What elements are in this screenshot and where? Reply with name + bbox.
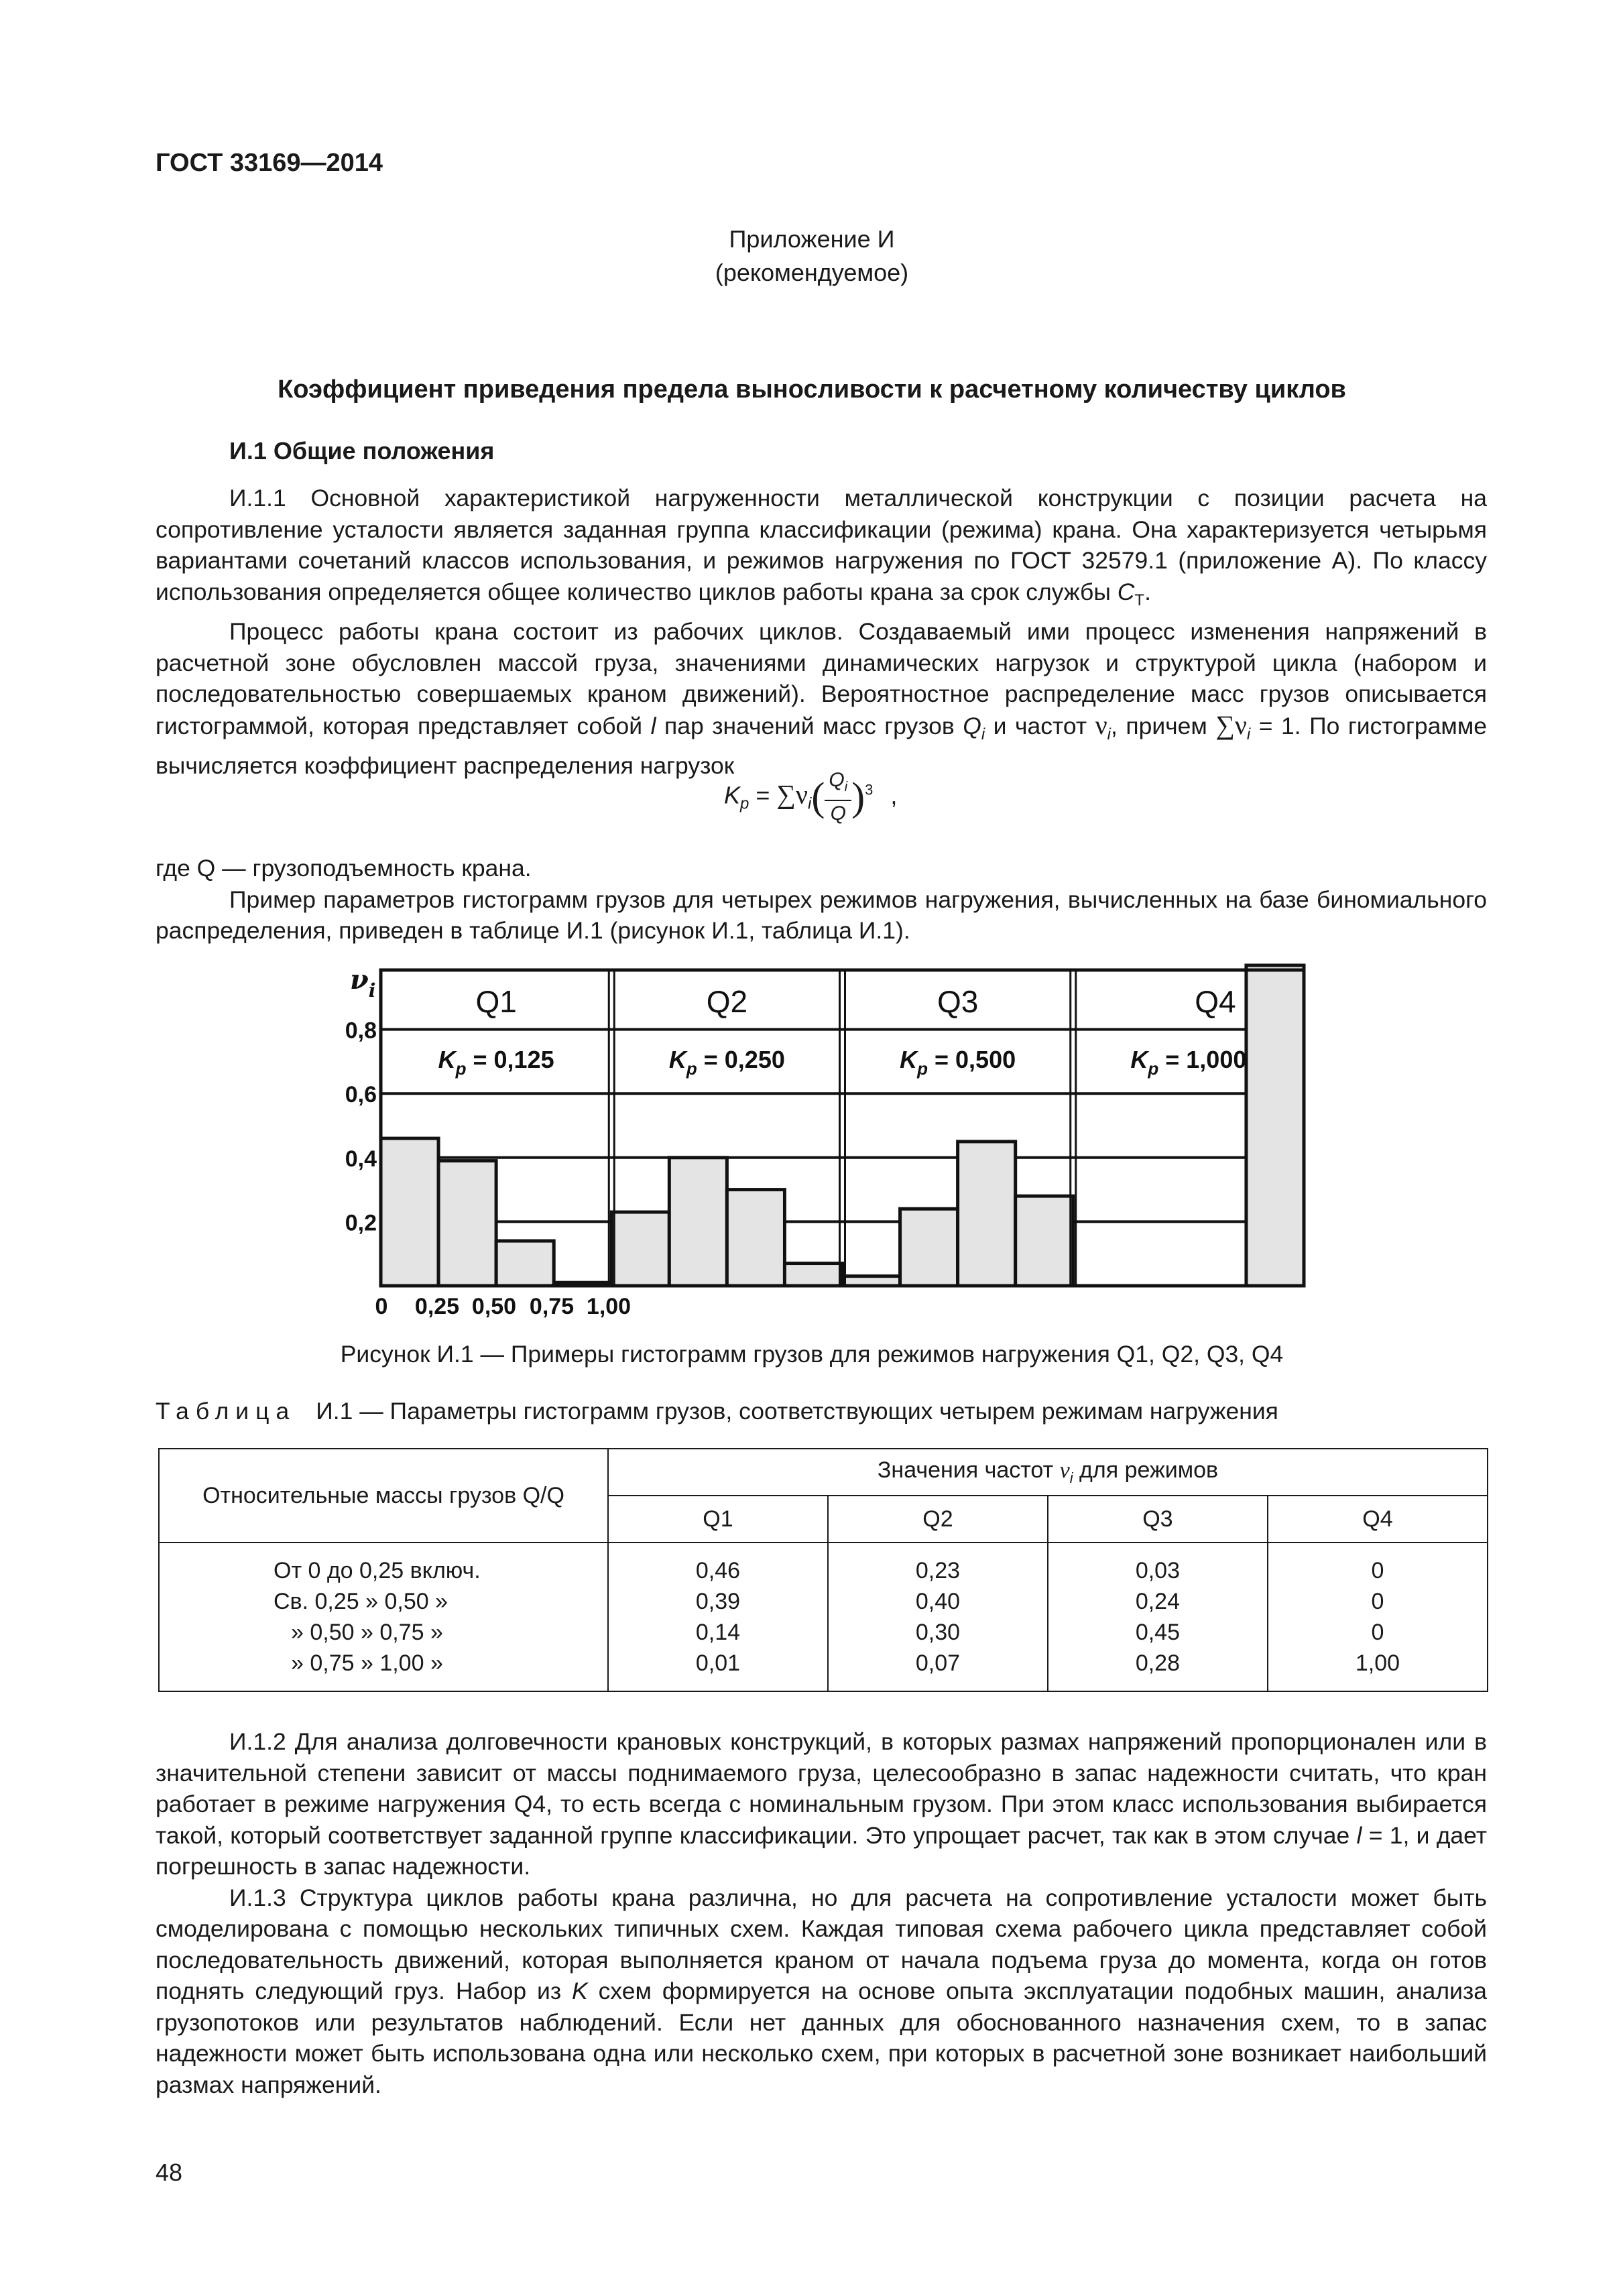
row-label: От 0 до 0,25 включ. xyxy=(274,1558,481,1583)
y-tick-label: 0,8 xyxy=(345,1018,377,1044)
histogram-bar xyxy=(669,1158,727,1286)
table-cell: 0,40 xyxy=(915,1589,961,1614)
section-heading: И.1 Общие положения xyxy=(229,437,495,465)
histogram-bar xyxy=(900,1209,958,1286)
panel-title: Q3 xyxy=(937,984,979,1019)
paragraph: И.1.2 Для анализа долговечности крановых конструкций, в которых размах напряжений пропорционален или в значительной степени зависит от массы поднимаемого груза, целесообразно в запас надежности считать, что кран работает в режиме нагружения Q4, то есть всегда с номинальным грузом. При этом класс использования выбирается такой, который соответствует заданной группе классификации. Это упрощает расчет, так как в этом случае l = 1, и дает погрешность в запас надежности. xyxy=(156,1728,1487,1880)
paragraph: И.1.1 Основной характеристикой нагруженности металлической конструкции с позиции расчета на сопротивление усталости является заданная группа классификации (режима) крана. Она характеризуется четырьмя вариантами сочетаний классов использования, и режимов нагружения по ГОСТ 32579.1 (приложение А). По классу использования определяется общее количество циклов работы крана за срок службы $C_T$. xyxy=(156,485,1487,609)
panel-title: Q4 xyxy=(1195,984,1236,1019)
y-axis-label: $\nu_i$ xyxy=(350,964,376,1002)
page-number: 48 xyxy=(156,2159,183,2186)
chart-frame xyxy=(381,970,1304,1286)
text-block-bottom xyxy=(156,1726,1487,2100)
table-cell: 0 xyxy=(1371,1620,1384,1645)
row-label: » 0,50 » 0,75 » xyxy=(291,1620,443,1645)
panel-title: Q1 xyxy=(475,984,517,1019)
table-cell: 0,30 xyxy=(915,1620,961,1645)
col-header-frequencies: Значения частот $\nu_i$ для режимов xyxy=(608,1449,1488,1496)
x-tick-label: 1,00 xyxy=(586,1294,632,1319)
table-cell: 0,45 xyxy=(1135,1620,1181,1645)
col-header-mode: Q1 xyxy=(608,1496,828,1543)
y-tick-label: 0,4 xyxy=(345,1146,377,1172)
x-tick-label: 0 xyxy=(375,1294,388,1319)
table-cell: 0,03 xyxy=(1135,1558,1181,1583)
histogram-bar xyxy=(496,1241,554,1286)
table-caption: Таблица И.1 — Параметры гистограмм грузов, соответствующих четырем режимам нагружения xyxy=(156,1398,1278,1425)
col-header-mode: Q4 xyxy=(1268,1496,1488,1543)
values-q1 xyxy=(608,1543,828,1691)
paragraph: Процесс работы крана состоит из рабочих циклов. Создаваемый ими процесс изменения напряжений в расчетной зоне обусловлен массой груза, значениями динамических нагрузок и структурой цикла (набором и последовательностью совершаемых краном движений). Вероятностное распределение масс грузов описывается гистограммой, которая представляет собой l пар значений масс грузов $Q_i$ и частот $\nu_i$, причем $\sum\nu_i = 1$. По гистограмме вычисляется коэффициент распределения нагрузок xyxy=(156,618,1487,780)
table-cell: 1,00 xyxy=(1355,1650,1400,1676)
appendix-type: (рекомендуемое) xyxy=(715,259,909,286)
appendix-title: Приложение И xyxy=(729,225,895,253)
document-header: ГОСТ 33169—2014 xyxy=(156,149,383,177)
figure-caption: Рисунок И.1 — Примеры гистограмм грузов для режимов нагружения Q1, Q2, Q3, Q4 xyxy=(340,1341,1284,1368)
histogram-bar xyxy=(438,1161,496,1286)
histogram-bar xyxy=(727,1190,784,1286)
values-q4 xyxy=(1268,1543,1488,1691)
x-tick-label: 0,75 xyxy=(529,1294,575,1319)
table-cell: 0,24 xyxy=(1135,1589,1181,1614)
y-tick-label: 0,6 xyxy=(345,1082,377,1108)
paragraph: И.1.3 Структура циклов работы крана различна, но для расчета на сопротивление усталости может быть смоделирована с помощью нескольких типичных схем. Каждая типовая схема рабочего цикла представляет собой последовательность движений, которая выполняется краном от начала подъема груза до момента, когда он готов поднять следующий груз. Набор из K схем формируется на основе опыта эксплуатации подобных машин, анализа грузопотоков или результатов наблюдений. Если нет данных для обоснованного назначения схем, то в запас надежности может быть использована одна или несколько схем, при которых в расчетной зоне возникает наибольший размах напряжений. xyxy=(156,1884,1487,2098)
kp-label: $K_p = 0,500$ xyxy=(900,1046,1016,1079)
table-cell: 0,46 xyxy=(695,1558,741,1583)
kp-label: $K_p = 0,125$ xyxy=(438,1046,554,1079)
table-cell: 0,07 xyxy=(915,1650,961,1676)
table-cell: 0 xyxy=(1371,1589,1384,1614)
kp-label: $K_p = 1,000$ xyxy=(1130,1046,1247,1079)
row-label: Св. 0,25 » 0,50 » xyxy=(274,1589,448,1614)
table-cell: 0,28 xyxy=(1135,1650,1181,1676)
paragraph: где Q — грузоподъемность крана. xyxy=(156,855,532,882)
appendix-main-title: Коэффициент приведения предела выносливости к расчетному количеству циклов xyxy=(278,375,1346,404)
y-tick-label: 0,2 xyxy=(345,1210,377,1236)
col-header-mode: Q2 xyxy=(828,1496,1048,1543)
histogram-bar xyxy=(1246,965,1304,1286)
x-tick-label: 0,50 xyxy=(471,1294,517,1319)
table-cell: 0,01 xyxy=(695,1650,741,1676)
table-cell: 0,23 xyxy=(915,1558,961,1583)
histogram-bar xyxy=(381,1138,438,1286)
values-q3 xyxy=(1048,1543,1268,1691)
table-cell: 0 xyxy=(1371,1558,1384,1583)
table-cell: 0,14 xyxy=(695,1620,741,1645)
histogram-bar xyxy=(958,1142,1016,1286)
col-header-relative-mass: Относительные массы грузов Q/Q xyxy=(159,1449,608,1543)
values-q2 xyxy=(828,1543,1048,1691)
kp-label: $K_p = 0,250$ xyxy=(668,1046,785,1079)
formula-kp: $K_p = \sum\nu_i$( $\frac{Q_i}{Q}$ )$^3$ , xyxy=(724,769,898,825)
col-header-mode: Q3 xyxy=(1048,1496,1268,1543)
paragraph: Пример параметров гистограмм грузов для четырех режимов нагружения, вычисленных на базе биномиального распределения, приведен в таблице И.1 (рисунок И.1, таблица И.1). xyxy=(156,886,1487,944)
panel-title: Q2 xyxy=(706,984,748,1019)
histogram-bar xyxy=(611,1212,669,1286)
row-label: » 0,75 » 1,00 » xyxy=(291,1650,443,1676)
histogram-bar xyxy=(1016,1196,1073,1286)
x-tick-label: 0,25 xyxy=(414,1294,460,1319)
table-cell: 0,39 xyxy=(695,1589,741,1614)
histogram-bar xyxy=(784,1264,842,1286)
histogram-parameters-table xyxy=(158,1448,1488,1692)
row-labels-cell xyxy=(159,1543,608,1691)
